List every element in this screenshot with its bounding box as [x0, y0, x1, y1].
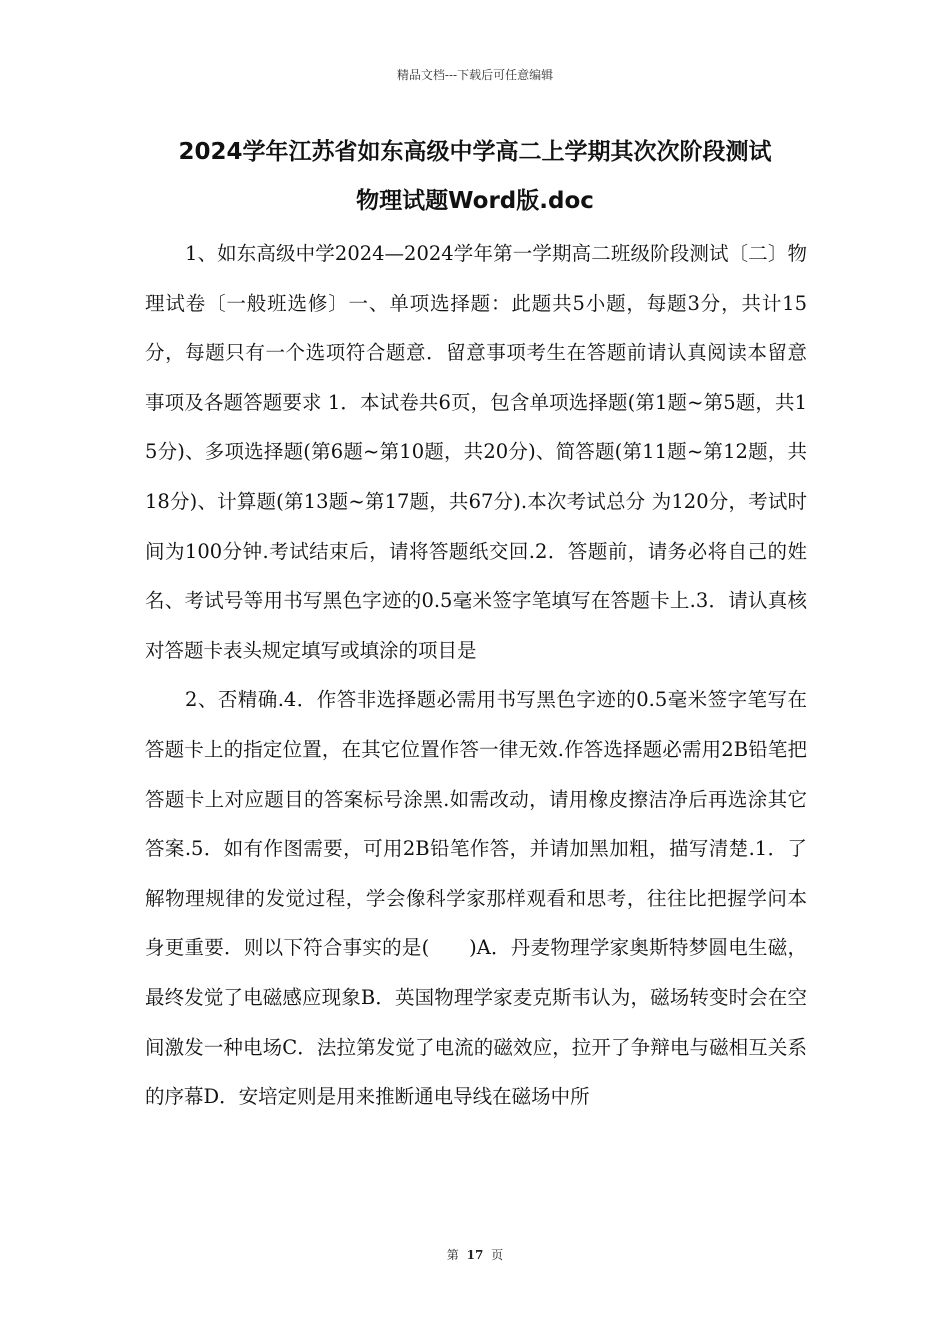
- page-number: 17: [466, 1248, 484, 1262]
- footer-prefix: 第: [446, 1248, 459, 1262]
- title-line-2: 物理试题Word版.doc: [356, 188, 594, 214]
- page-footer: [0, 1246, 950, 1263]
- paragraph-1: 1、如东高级中学2024—2024学年第一学期高二班级阶段测试〔二〕物理试卷〔一般班选修〕一、单项选择题：此题共5小题，每题3分，共计15分，每题只有一个选项符合题意．留意事项考生在答题前请认真阅读本留意事项及各题答题要求 1．本试卷共6页，包含单项选择题(第1题~第5题，共15分)、多项选择题(第6题~第10题，共20分)、简答题(第11题~第12题，共18分)、计算题(第13题~第17题，共67分).本次考试总分 为120分，考试时间为100分钟.考试结束后，请将答题纸交回.2．答题前，请务必将自己的姓名、考试号等用书写黑色字迹的0.5毫米签字笔填写在答题卡上.3．请认真核对答题卡表头规定填写或填涂的项目是: [145, 242, 807, 662]
- document-title: [130, 128, 820, 226]
- page-header: 精品文档---下载后可任意编辑: [396, 68, 554, 82]
- footer-suffix: 页: [491, 1248, 504, 1262]
- paragraph-2: 2、否精确.4．作答非选择题必需用书写黑色字迹的0.5毫米签字笔写在答题卡上的指定位置，在其它位置作答一律无效.作答选择题必需用2B铅笔把答题卡上对应题目的答案标号涂黑.如需改动，请用橡皮擦洁净后再选涂其它答案.5．如有作图需要，可用2B铅笔作答，并请加黑加粗，描写清楚.1．了解物理规律的发觉过程，学会像科学家那样观看和思考，往往比把握学问本身更重要．则以下符合事实的是( )A．丹麦物理学家奥斯特梦圆电生磁，最终发觉了电磁感应现象B．英国物理学家麦克斯韦认为，磁场转变时会在空间激发一种电场C．法拉第发觉了电流的磁效应，拉开了争辩电与磁相互关系的序幕D．安培定则是用来推断通电导线在磁场中所: [145, 688, 807, 1109]
- document-body: [145, 229, 807, 1122]
- title-line-1: 2024学年江苏省如东高级中学高二上学期其次次阶段测试: [178, 139, 772, 165]
